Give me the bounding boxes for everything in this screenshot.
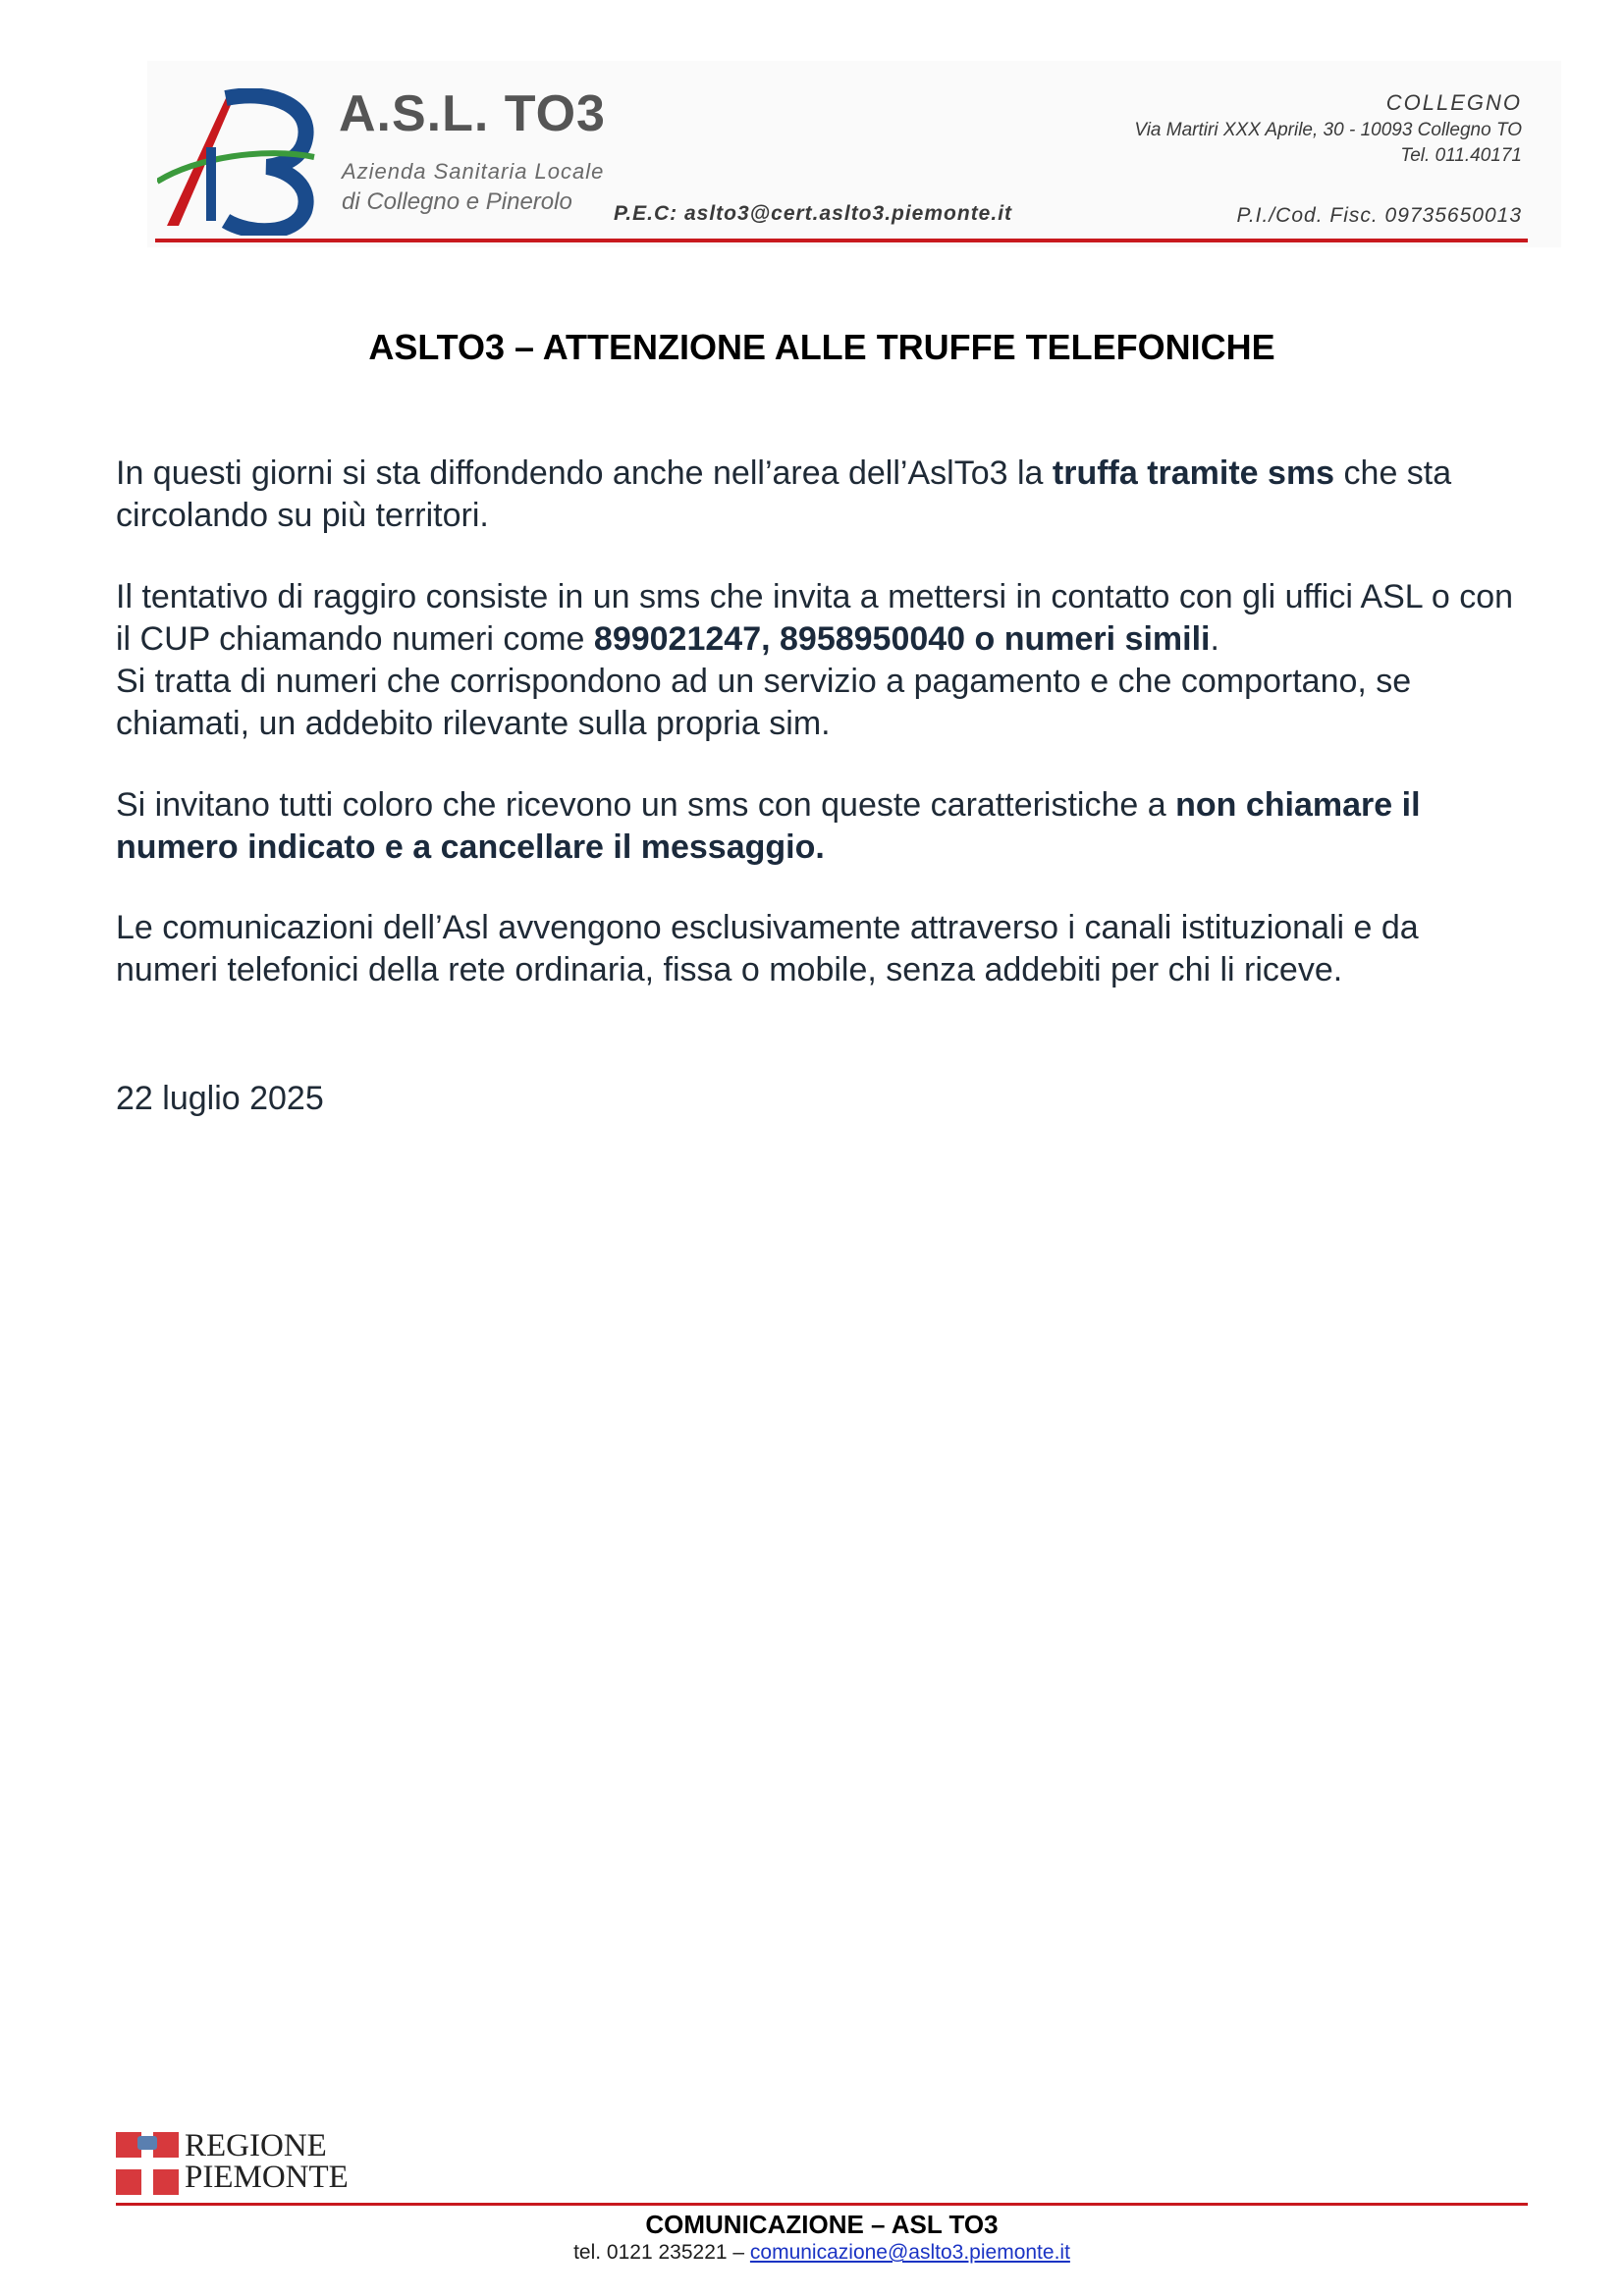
- street-address: Via Martiri XXX Aprile, 30 - 10093 Collegno TO: [1134, 120, 1522, 140]
- paragraph-1-bold: truffa tramite sms: [1052, 454, 1335, 492]
- regione-flag-icon: [116, 2132, 179, 2195]
- footer-phone: tel. 0121 235221 –: [573, 2241, 750, 2264]
- asl-logo-icon: [157, 88, 319, 236]
- header-divider: [155, 239, 1528, 242]
- paragraph-3-bold: non chiamare il numero indicato e a cancellare il messaggio.: [116, 786, 1421, 866]
- footer-email-link[interactable]: comunicazione@aslto3.piemonte.it: [749, 2241, 1070, 2264]
- paragraph-1: [116, 453, 1530, 537]
- regione-line-1: REGIONE: [185, 2128, 327, 2163]
- paragraph-2-bold-numbers: 899021247, 8958950040 o numeri simili: [593, 620, 1211, 658]
- regione-text: [185, 2130, 349, 2193]
- header-phone: Tel. 011.40171: [1400, 145, 1522, 166]
- pec-address: P.E.C: aslto3@cert.aslto3.piemonte.it: [614, 202, 1013, 225]
- paragraph-1-text-a: In questi giorni si sta diffondendo anche nell’area dell’AslTo3 la: [116, 454, 1053, 492]
- org-subtitle-2: di Collegno e Pinerolo: [342, 188, 572, 215]
- org-name: A.S.L. TO3: [339, 85, 606, 142]
- fiscal-code: P.I./Cod. Fisc. 09735650013: [1236, 204, 1522, 227]
- footer-contact: [0, 2241, 1624, 2265]
- org-subtitle-1: Azienda Sanitaria Locale: [342, 159, 605, 184]
- paragraph-1-text-c: che sta circolando su più territori.: [116, 454, 1452, 534]
- paragraph-2: [116, 576, 1530, 745]
- paragraph-2-text-c: .: [1210, 620, 1219, 658]
- address-block: [1134, 90, 1522, 167]
- regione-line-2: PIEMONTE: [185, 2160, 349, 2195]
- paragraph-3-text-a: Si invitano tutti coloro che ricevono un sms con queste caratteristiche a: [116, 786, 1176, 824]
- footer-title: COMUNICAZIONE – ASL TO3: [645, 2210, 999, 2239]
- paragraph-4: Le comunicazioni dell’Asl avvengono esclusivamente attraverso i canali istituzionali e da numeri telefonici della rete ordinaria, fissa o mobile, senza addebiti per chi li riceve.: [116, 909, 1419, 988]
- paragraph-3: [116, 784, 1530, 869]
- paragraph-2-text-d: Si tratta di numeri che corrispondono ad un servizio a pagamento e che comportano, se chiamati, un addebito rilevante sulla propria sim.: [116, 663, 1412, 742]
- footer-divider: [116, 2203, 1528, 2206]
- document-date: 22 luglio 2025: [116, 1080, 324, 1117]
- regione-piemonte-logo: [116, 2128, 349, 2197]
- city: COLLEGNO: [1385, 90, 1522, 115]
- paragraph-2-text-a: Il tentativo di raggiro consiste in un sms che invita a mettersi in contatto con gli uffici ASL o con il CUP chiamando numeri come: [116, 578, 1514, 658]
- letterhead: [147, 61, 1561, 247]
- page-title: ASLTO3 – ATTENZIONE ALLE TRUFFE TELEFONICHE: [368, 327, 1275, 367]
